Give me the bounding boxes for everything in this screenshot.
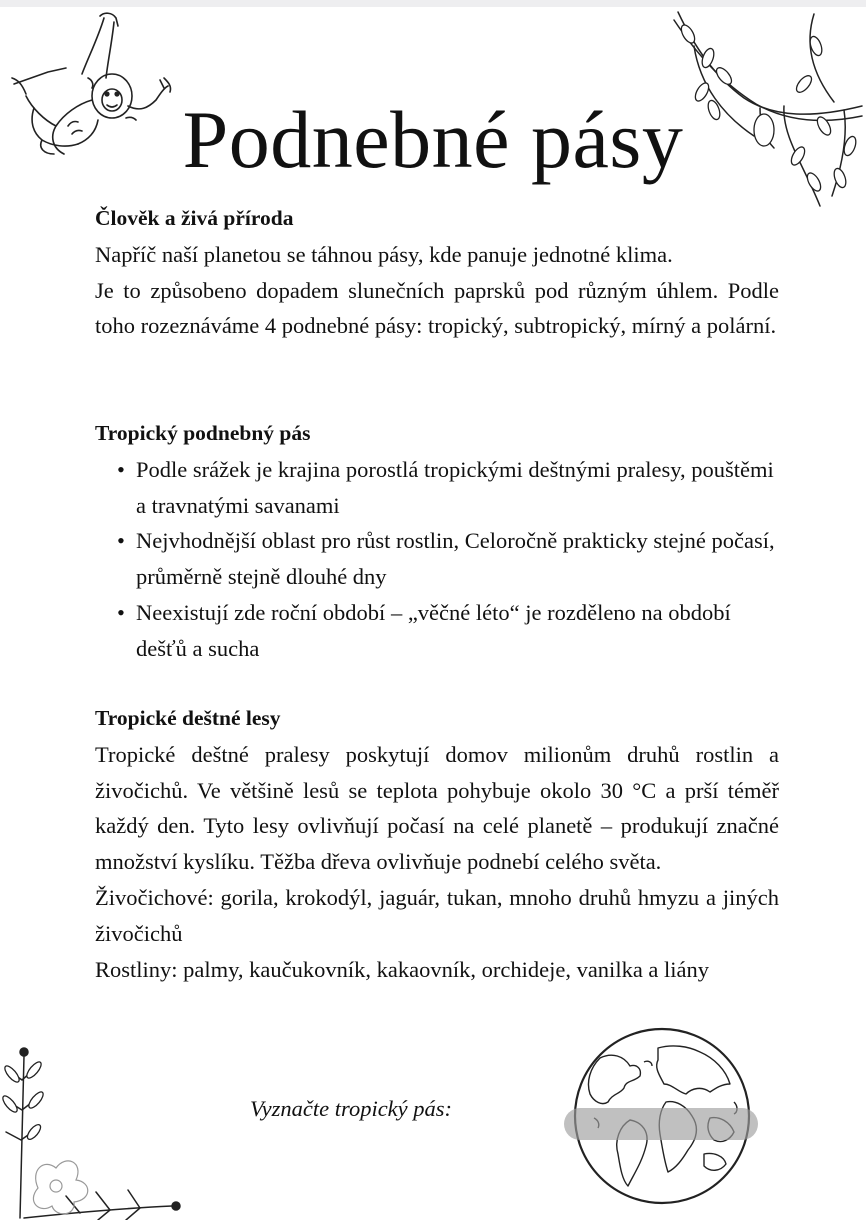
list-item: • Nejvhodnější oblast pro růst rostlin, Celoročně prakticky stejné počasí, průměrně stejně dlouhé dny: [95, 523, 779, 595]
tropical-band-highlight: [564, 1108, 758, 1140]
page-title: Podnebné pásy: [182, 94, 684, 185]
paragraph: Je to způsobeno dopadem slunečních paprsků pod různým úhlem. Podle toho rozeznáváme 4 podnebné pásy: tropický, subtropický, mírný a polární.: [95, 277, 779, 339]
paragraph: Živočichové: gorila, krokodýl, jaguár, tukan, mnoho druhů hmyzu a jiných živočichů: [95, 884, 779, 946]
section-destne-lesy: [95, 701, 779, 987]
section-tropicky-pas: [95, 416, 779, 667]
section-heading: Člověk a živá příroda: [95, 206, 294, 230]
paragraph: Tropické deštné pralesy poskytují domov milionům druhů rostlin a živočichů. Ve většině lesů se teplota pohybuje okolo 30 °C a prší téměř každý den. Tyto lesy ovlivňují počasí na celé planetě – produkují značné množství kyslíku. Těžba dřeva ovlivňuje podnebí celého světa.: [95, 741, 779, 875]
list-item: • Neexistují zde roční období – „věčné léto“ je rozděleno na období dešťů a sucha: [95, 595, 779, 667]
section-clovek: [95, 201, 779, 344]
section-heading: Tropický podnebný pás: [95, 421, 311, 445]
globe-icon[interactable]: [564, 1022, 760, 1206]
task-instruction: Vyznačte tropický pás:: [250, 1096, 453, 1121]
paragraph: Rostliny: palmy, kaučukovník, kakaovník, orchideje, vanilka a liány: [95, 956, 710, 982]
list-item: • Podle srážek je krajina porostlá tropickými deštnými pralesy, pouštěmi a travnatými savanami: [95, 452, 779, 524]
paragraph: Napříč naší planetou se táhnou pásy, kde panuje jednotné klima.: [95, 241, 673, 267]
bullet-list: [95, 452, 779, 667]
section-heading: Tropické deštné lesy: [95, 706, 281, 730]
leaf-branch-icon: [0, 1040, 190, 1220]
